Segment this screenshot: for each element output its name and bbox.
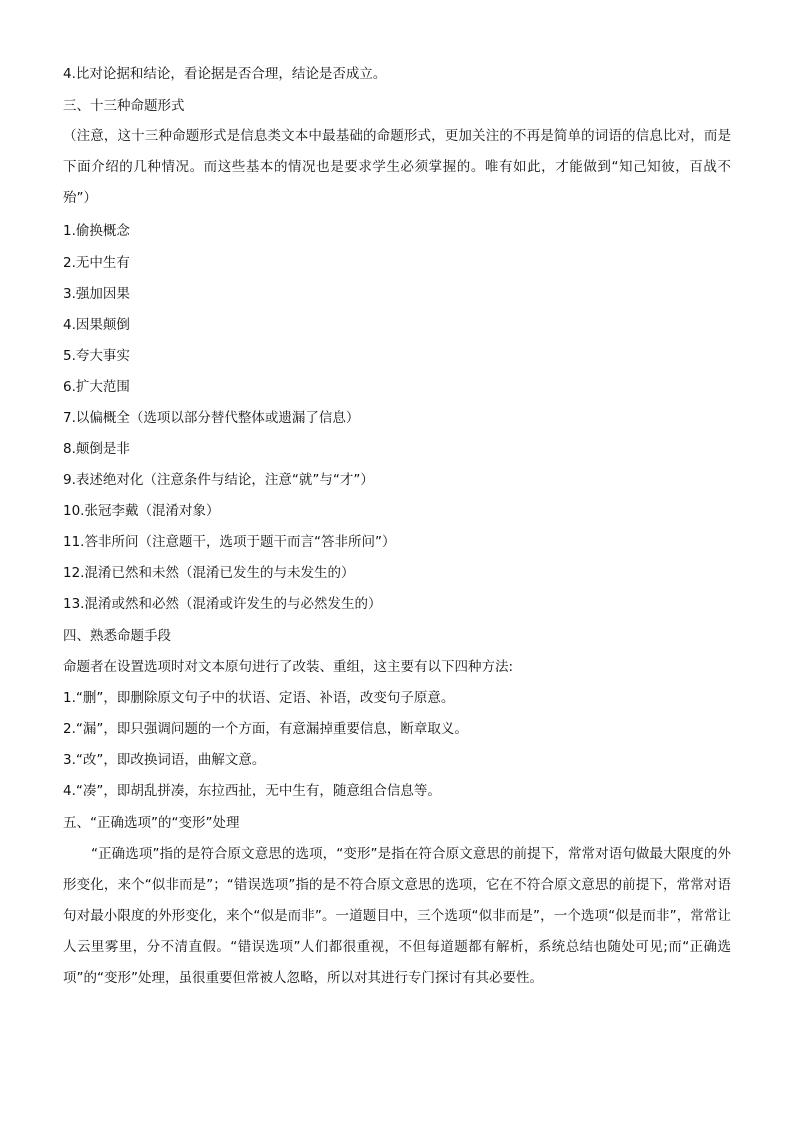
list-item-6: 6.扩大范围	[63, 379, 130, 395]
list-item-12: 12.混淆已然和未然（混淆已发生的与未发生的）	[63, 565, 355, 581]
list-item-3: 3.强加因果	[63, 286, 130, 302]
list-item-8: 8.颠倒是非	[63, 441, 130, 457]
method-item-delete: 1.“删”，即删除原文句子中的状语、定语、补语，改变句子原意。	[63, 690, 455, 706]
section-heading-correct-options: 五、“正确选项”的“变形”处理	[63, 815, 240, 831]
list-item-7: 7.以偏概全（选项以部分替代整体或遗漏了信息）	[63, 410, 360, 426]
section-heading-thirteen-forms: 三、十三种命题形式	[63, 98, 185, 114]
note-paragraph: （注意，这十三种命题形式是信息类文本中最基础的命题形式，更加关注的不再是简单的词语的信息比对，而是下面介绍的几种情况。而这些基本的情况也是要求学生必须掌握的。唯有如此，才能做到“知己知彼，百战不殆”）	[63, 128, 731, 206]
list-item-5: 5.夸大事实	[63, 348, 130, 364]
method-item-omit: 2.“漏”，即只强调问题的一个方面，有意漏掉重要信息，断章取义。	[63, 721, 468, 737]
list-item-1: 1.偷换概念	[63, 223, 130, 239]
methods-intro: 命题者在设置选项时对文本原句进行了改装、重组，这主要有以下四种方法:	[63, 659, 514, 675]
list-item-13: 13.混淆或然和必然（混淆或许发生的与必然发生的）	[63, 596, 382, 612]
list-item-10: 10.张冠李戴（混淆对象）	[63, 503, 220, 519]
list-item-11: 11.答非所问（注意题干，选项于题干而言“答非所问”）	[63, 534, 396, 550]
text-line-argument-check: 4.比对论据和结论，看论据是否合理，结论是否成立。	[63, 66, 387, 82]
list-item-9: 9.表述绝对化（注意条件与结论，注意“就”与“才”）	[63, 472, 374, 488]
section-heading-methods: 四、熟悉命题手段	[63, 628, 171, 644]
method-item-change: 3.“改”，即改换词语，曲解文意。	[63, 752, 266, 768]
list-item-4: 4.因果颠倒	[63, 317, 130, 333]
final-paragraph: “正确选项”指的是符合原文意思的选项，“变形”是指在符合原文意思的前提下，常常对语句做最大限度的外形变化，来个“似非而是”；“错误选项”指的是不符合原文意思的选项，它在不符合原文意思的前提下，常常对语句对最小限度的外形变化，来个“似是而非”。一道题目中，三个选项“似非而是”，一个选项“似是而非”，常常让人云里雾里，分不清直假。“错误选项”人们都很重视，不但每道题都有解析，系统总结也随处可见;而“正确选项”的“变形”处理，虽很重要但常被人忽略，所以对其进行专门探讨有其必要性。	[63, 846, 731, 986]
method-item-piece-together: 4.“凑”，即胡乱拼凑，东拉西扯，无中生有，随意组合信息等。	[63, 783, 441, 799]
list-item-2: 2.无中生有	[63, 255, 130, 271]
